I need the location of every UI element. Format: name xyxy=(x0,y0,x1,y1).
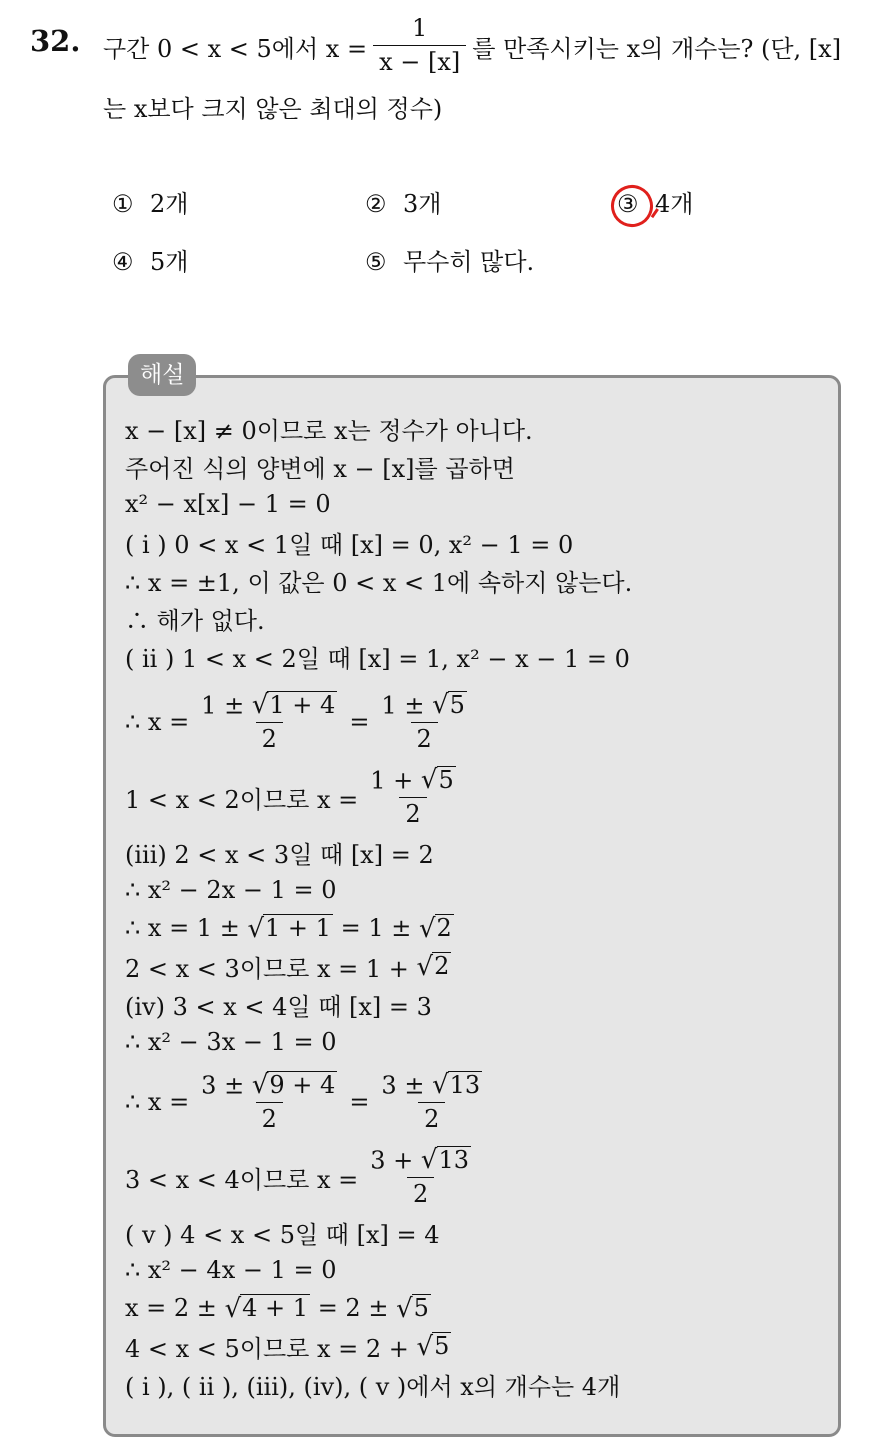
option-marker: ⑤ xyxy=(365,248,387,276)
solution-line-fraction xyxy=(125,1141,483,1213)
option-marker: ④ xyxy=(112,248,134,276)
solution-line: ∴ x² − 4x − 1 = 0 xyxy=(125,1256,337,1284)
radicand: 13 xyxy=(449,1070,481,1099)
eq-text: = 2 ± xyxy=(317,1294,389,1322)
fraction xyxy=(375,1071,488,1134)
solution-line: (iii) 2 < x < 3일 때 [x] = 2 xyxy=(125,840,434,869)
solution-label: 해설 xyxy=(128,354,196,396)
sqrt xyxy=(247,913,332,944)
option-text: 4개 xyxy=(655,190,694,218)
radicand: 5 xyxy=(438,765,454,794)
sqrt xyxy=(432,690,467,721)
num-text: 3 + xyxy=(370,1146,414,1175)
fraction-denominator: x − [x] xyxy=(373,45,466,77)
answer-circle-mark xyxy=(605,179,659,233)
sqrt xyxy=(251,690,337,721)
radicand: 1 + 1 xyxy=(265,914,331,943)
solution-line: ( v ) 4 < x < 5일 때 [x] = 4 xyxy=(125,1220,440,1249)
sqrt-icon: √ xyxy=(224,1293,242,1324)
option-text: 무수히 많다. xyxy=(403,248,535,276)
eq-text: 2 < x < 3이므로 x = 1 + xyxy=(125,954,409,983)
radicand: 5 xyxy=(434,1332,450,1361)
fraction xyxy=(195,691,343,754)
eq-prefix: 1 < x < 2이므로 x = xyxy=(125,785,359,814)
sqrt-icon: √ xyxy=(251,690,269,721)
solution-line-sqrt xyxy=(125,910,454,946)
radicand: 9 + 4 xyxy=(269,1070,336,1099)
solution-line-sqrt xyxy=(125,1328,451,1364)
radicand: 13 xyxy=(438,1145,470,1174)
option-5[interactable] xyxy=(365,242,534,277)
fraction-numerator: 1 xyxy=(412,14,428,43)
fraction-numerator xyxy=(375,691,473,722)
solution-line-sqrt xyxy=(125,1290,431,1326)
radicand: 4 + 1 xyxy=(242,1294,309,1323)
solution-line: (iv) 3 < x < 4일 때 [x] = 3 xyxy=(125,992,432,1021)
question-text-after: 를 만족시키는 x의 개수는? (단, [x] xyxy=(472,34,842,63)
option-text: 3개 xyxy=(403,190,442,218)
num-text: 1 ± xyxy=(381,691,425,720)
option-marker: ② xyxy=(365,190,387,218)
option-3[interactable] xyxy=(617,184,693,219)
question-text-before: 구간 0 < x < 5에서 x = xyxy=(103,34,368,63)
fraction-denominator: 2 xyxy=(418,1102,445,1134)
question-line-1 xyxy=(103,14,841,78)
fraction-denominator: 2 xyxy=(256,1102,283,1134)
sqrt-icon: √ xyxy=(396,1293,413,1324)
sqrt xyxy=(224,1293,310,1324)
radicand: 1 + 4 xyxy=(269,690,336,719)
sqrt xyxy=(416,1331,452,1362)
sqrt xyxy=(396,1293,431,1324)
option-1[interactable] xyxy=(112,184,188,219)
sqrt-icon: √ xyxy=(432,690,449,721)
num-text: 1 + xyxy=(370,766,414,795)
equals-sign: = xyxy=(349,708,370,736)
sqrt-icon: √ xyxy=(418,913,436,944)
solution-line: ( ii ) 1 < x < 2일 때 [x] = 1, x² − x − 1 = 0 xyxy=(125,644,630,673)
fraction-numerator xyxy=(364,766,462,797)
option-4[interactable] xyxy=(112,242,188,277)
sqrt xyxy=(418,913,454,944)
solution-line-sqrt xyxy=(125,948,451,984)
sqrt-icon: √ xyxy=(420,765,438,796)
solution-line: ∴ 해가 없다. xyxy=(125,606,265,635)
fraction-denominator: 2 xyxy=(256,722,283,754)
eq-text: 4 < x < 5이므로 x = 2 + xyxy=(125,1334,409,1363)
solution-line: ( i ) 0 < x < 1일 때 [x] = 0, x² − 1 = 0 xyxy=(125,530,574,559)
option-marker-wrap xyxy=(617,190,655,218)
num-text: 3 ± xyxy=(201,1071,245,1100)
fraction-denominator: 2 xyxy=(399,797,426,829)
solution-line-fraction xyxy=(125,1066,494,1138)
sqrt xyxy=(416,951,452,982)
eq-text: ∴ x = 1 ± xyxy=(125,914,240,942)
fraction-numerator xyxy=(375,1071,488,1102)
solution-line-fraction xyxy=(125,686,479,758)
fraction-denominator: 2 xyxy=(407,1177,434,1209)
eq-prefix: 3 < x < 4이므로 x = xyxy=(125,1165,359,1194)
radicand: 2 xyxy=(436,914,452,943)
equals-sign: = xyxy=(349,1088,370,1116)
sqrt xyxy=(420,765,456,796)
solution-line: ∴ x = ±1, 이 값은 0 < x < 1에 속하지 않는다. xyxy=(125,568,633,597)
fraction xyxy=(375,691,473,754)
sqrt-icon: √ xyxy=(420,1145,438,1176)
sqrt xyxy=(420,1145,471,1176)
sqrt-icon: √ xyxy=(416,951,434,982)
solution-line: 주어진 식의 양변에 x − [x]를 곱하면 xyxy=(125,454,515,483)
option-marker: ③ xyxy=(617,190,639,218)
solution-line: x − [x] ≠ 0이므로 x는 정수가 아니다. xyxy=(125,416,533,445)
option-text: 2개 xyxy=(150,190,189,218)
fraction-numerator xyxy=(364,1146,477,1177)
fraction xyxy=(364,766,462,829)
solution-line: x² − x[x] − 1 = 0 xyxy=(125,490,331,518)
fraction-denominator: 2 xyxy=(411,722,438,754)
sqrt-icon: √ xyxy=(416,1331,434,1362)
num-text: 1 ± xyxy=(201,691,245,720)
radicand: 5 xyxy=(413,1294,429,1323)
fraction-numerator xyxy=(195,1071,343,1102)
sqrt-icon: √ xyxy=(432,1070,449,1101)
sqrt-icon: √ xyxy=(247,913,265,944)
solution-line: ∴ x² − 3x − 1 = 0 xyxy=(125,1028,337,1056)
eq-text: = 1 ± xyxy=(340,914,412,942)
eq-text: x = 2 ± xyxy=(125,1294,217,1322)
num-text: 3 ± xyxy=(381,1071,425,1100)
question-line-2: 는 x보다 크지 않은 최대의 정수) xyxy=(103,94,443,123)
fraction xyxy=(364,1146,477,1209)
solution-line-fraction xyxy=(125,761,468,833)
option-text: 5개 xyxy=(150,248,189,276)
question-number: 32. xyxy=(30,24,81,58)
option-marker: ① xyxy=(112,190,134,218)
eq-prefix: ∴ x = xyxy=(125,1088,190,1116)
radicand: 2 xyxy=(434,952,450,981)
eq-prefix: ∴ x = xyxy=(125,708,190,736)
option-2[interactable] xyxy=(365,184,441,219)
fraction-numerator xyxy=(195,691,343,722)
sqrt xyxy=(432,1070,482,1101)
sqrt-icon: √ xyxy=(251,1070,269,1101)
solution-line: ∴ x² − 2x − 1 = 0 xyxy=(125,876,337,904)
radicand: 5 xyxy=(449,690,465,719)
fraction xyxy=(195,1071,343,1134)
solution-line: ( i ), ( ii ), (iii), (iv), ( v )에서 x의 개수는 4개 xyxy=(125,1372,621,1401)
sqrt xyxy=(251,1070,337,1101)
question-fraction xyxy=(373,15,466,76)
